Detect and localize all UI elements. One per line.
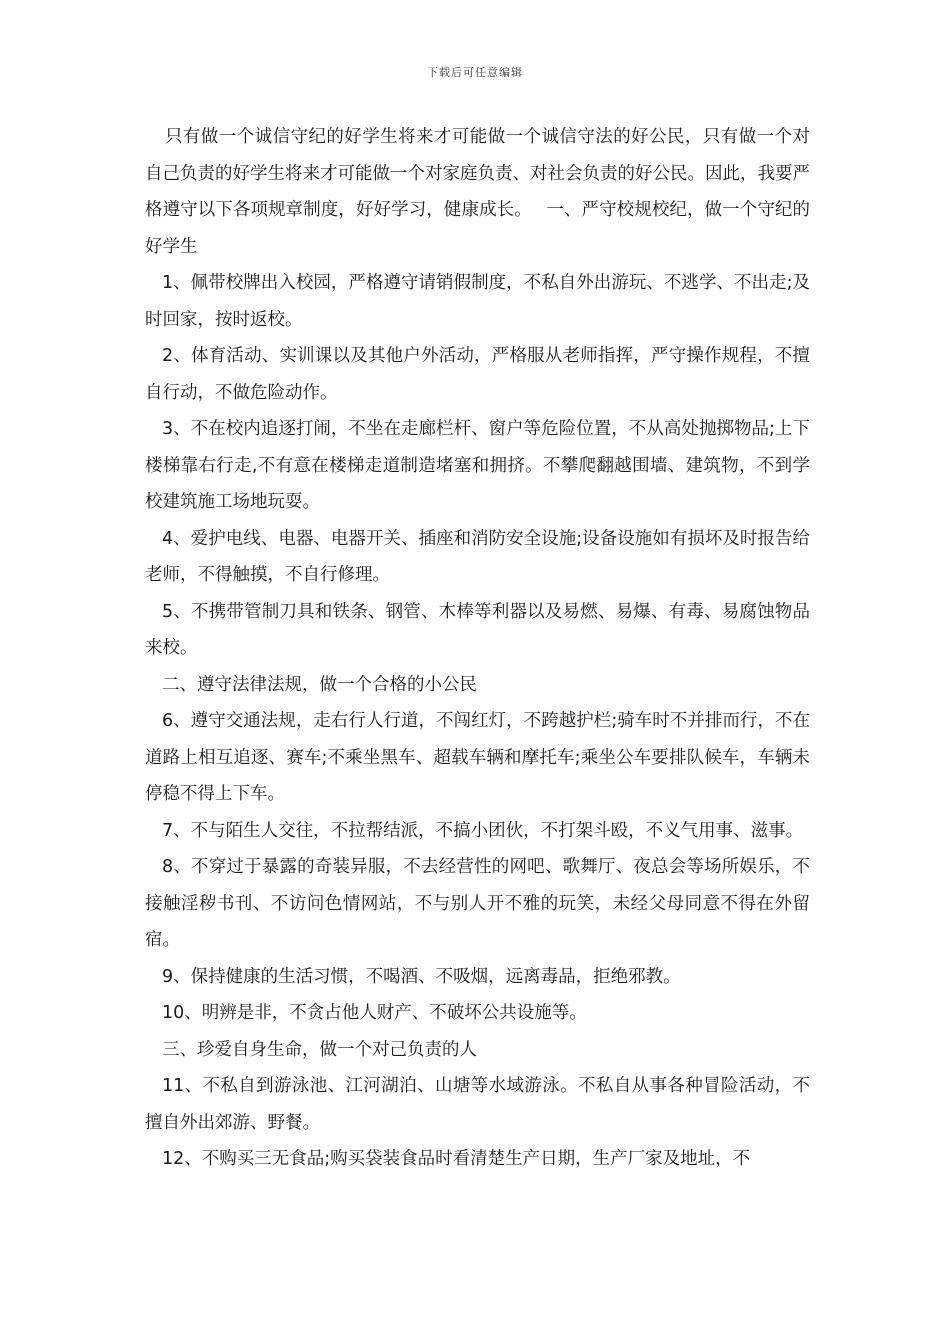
section-heading-2: 二、遵守法律法规，做一个合格的小公民 <box>162 674 477 695</box>
header-note: 下载后可任意编辑 <box>427 66 523 79</box>
rule-paragraph-2: 2、体育活动、实训课以及其他户外活动，严格服从老师指挥，严守操作规程，不擅自行动，不做危险动作。 <box>145 346 810 403</box>
rule-paragraph-4: 4、爱护电线、电器、电器开关、插座和消防安全设施;设备设施如有损坏及时报告给老师，不得触摸，不自行修理。 <box>145 528 810 585</box>
document-body <box>145 119 810 1178</box>
rule-paragraph-6: 6、遵守交通法规，走右行人行道，不闯红灯，不跨越护栏;骑车时不并排而行，不在道路上相互追逐、赛车;不乘坐黑车、超载车辆和摩托车;乘坐公车要排队候车，车辆未停稳不得上下车。 <box>145 711 810 804</box>
intro-paragraph: 只有做一个诚信守纪的好学生将来才可能做一个诚信守法的好公民，只有做一个对自己负责的好学生将来才可能做一个对家庭负责、对社会负责的好公民。因此，我要严格遵守以下各项规章制度，好好学习，健康成长。 一、严守校规校纪，做一个守纪的好学生 <box>145 127 810 257</box>
rule-paragraph-1: 1、佩带校牌出入校园，严格遵守请销假制度，不私自外出游玩、不逃学、不出走;及时回家，按时返校。 <box>145 273 810 330</box>
rule-paragraph-3: 3、不在校内追逐打闹，不坐在走廊栏杆、窗户等危险位置，不从高处抛掷物品;上下楼梯靠右行走,不有意在楼梯走道制造堵塞和拥挤。不攀爬翻越围墙、建筑物，不到学校建筑施工场地玩耍。 <box>145 419 810 512</box>
rule-paragraph-10: 10、明辨是非，不贪占他人财产、不破坏公共设施等。 <box>162 1003 587 1023</box>
rule-paragraph-9: 9、保持健康的生活习惯，不喝酒、不吸烟，远离毒品，拒绝邪教。 <box>162 966 681 987</box>
section-heading-3: 三、珍爱自身生命，做一个对己负责的人 <box>162 1039 477 1060</box>
rule-paragraph-8: 8、不穿过于暴露的奇装异服，不去经营性的网吧、歌舞厅、夜总会等场所娱乐，不接触淫秽书刊、不访问色情网站，不与别人开不雅的玩笑，未经父母同意不得在外留宿。 <box>145 857 810 950</box>
rule-paragraph-11: 11、不私自到游泳池、江河湖泊、山塘等水域游泳。不私自从事各种冒险活动，不擅自外出郊游、野餐。 <box>145 1076 810 1133</box>
rule-paragraph-5: 5、不携带管制刀具和铁条、钢管、木棒等利器以及易燃、易爆、有毒、易腐蚀物品来校。 <box>145 601 810 658</box>
rule-paragraph-12: 12、不购买三无食品;购买袋装食品时看清楚生产日期，生产厂家及地址，不 <box>162 1149 751 1169</box>
rule-paragraph-7: 7、不与陌生人交往，不拉帮结派，不搞小团伙，不打架斗殴，不义气用事、滋事。 <box>162 820 804 841</box>
